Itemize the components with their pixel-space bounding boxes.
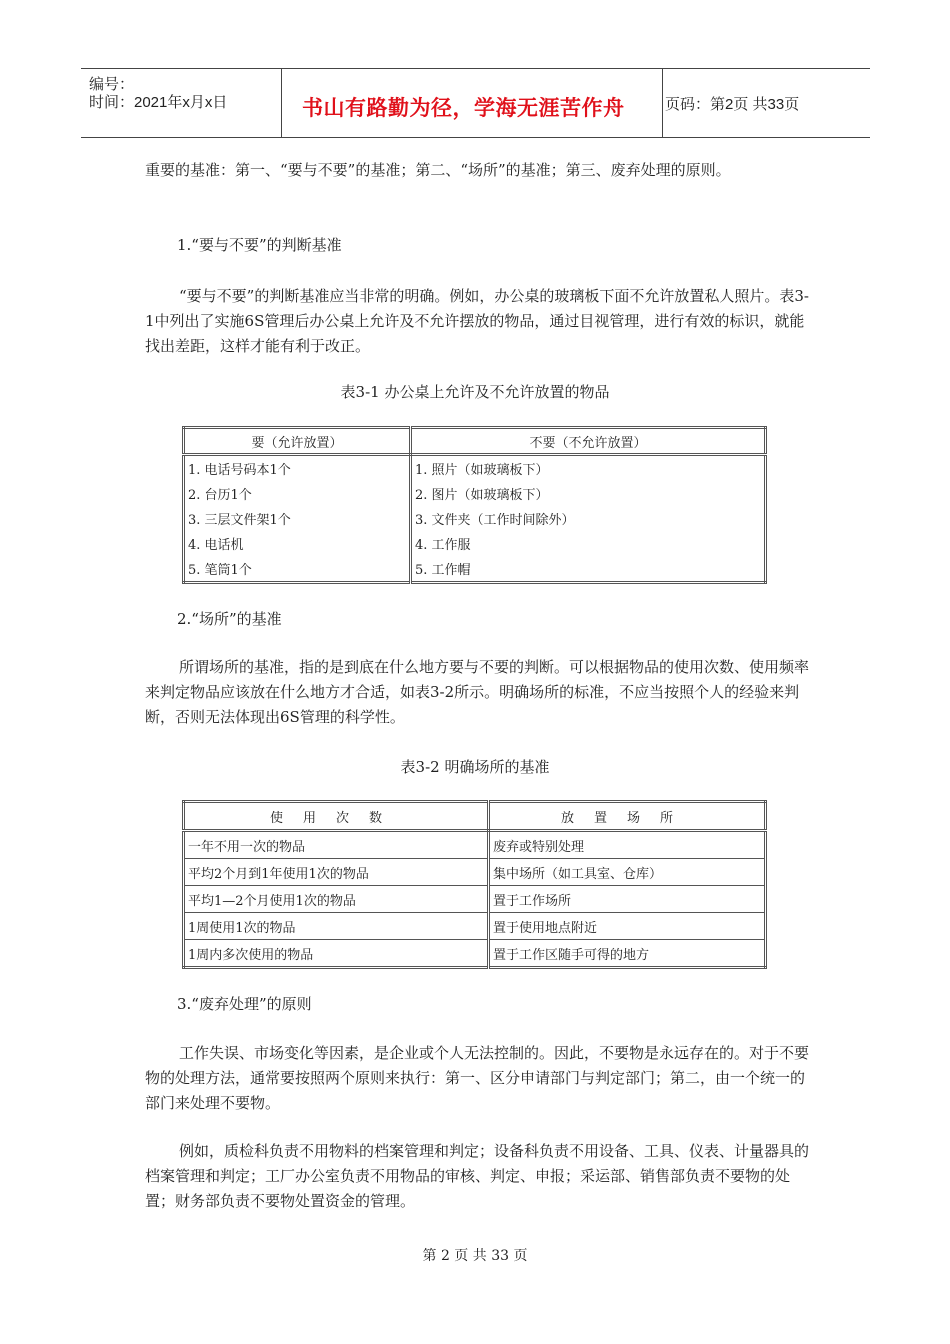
table-cell: 5. 工作帽	[415, 563, 471, 578]
paragraph-1: 重要的基准：第一、“要与不要”的基准；第二、“场所”的基准；第三、废弃处理的原则。	[145, 161, 731, 179]
table-row	[184, 831, 766, 859]
column-header-location: 放置场所	[489, 802, 766, 831]
table-cell: 1周使用1次的物品	[184, 913, 489, 940]
table-cell: 置于工作区随手可得的地方	[489, 940, 766, 968]
table-cell: 1. 电话号码本1个	[184, 455, 411, 482]
table-header-row	[184, 428, 766, 455]
table-row	[184, 531, 766, 556]
table-cell: 一年不用一次的物品	[184, 831, 489, 859]
paragraph-4: 工作失误、市场变化等因素，是企业或个人无法控制的。因此，不要物是永远存在的。对于不要物的处理方法，通常要按照两个原则来执行：第一、区分申请部门与判定部门；第二，由一个统一的部门来处理不要物。	[145, 1044, 810, 1112]
table-cell: 5. 笔筒1个	[184, 556, 411, 583]
table-cell: 2. 台历1个	[184, 481, 411, 506]
page-label: 页码：第2页 共33页	[665, 96, 800, 113]
table-row	[184, 556, 766, 583]
page-header	[81, 68, 870, 138]
table-row	[184, 859, 766, 886]
paragraph-2: “要与不要”的判断基准应当非常的明确。例如，办公桌的玻璃板下面不允许放置私人照片。表3-1中列出了实施6S管理后办公桌上允许及不允许摆放的物品，通过目视管理，进行有效的标识，就能找出差距，这样才能有利于改正。	[145, 287, 809, 355]
paragraph-5: 例如，质检科负责不用物料的档案管理和判定；设备科负责不用设备、工具、仪表、计量器具的档案管理和判定；工厂办公室负责不用物品的审核、判定、申报；采运部、销售部负责不要物的处置；财务部负责不要物处置资金的管理。	[145, 1142, 810, 1210]
header-motto-box	[281, 69, 663, 137]
table-cell: 1. 照片（如玻璃板下）	[415, 463, 549, 478]
paragraph-3: 所谓场所的基准，指的是到底在什么地方要与不要的判断。可以根据物品的使用次数、使用频率来判定物品应该放在什么地方才合适，如表3-2所示。明确场所的标准，不应当按照个人的经验来判断，否则无法体现出6S管理的科学性。	[145, 658, 810, 726]
table2-caption: 表3-2 明确场所的基准	[400, 758, 550, 776]
table-row	[184, 940, 766, 968]
table-row	[184, 506, 766, 531]
table-row	[184, 455, 766, 482]
date-label: 时间：2021年x月x日	[89, 94, 228, 111]
table-cell: 置于使用地点附近	[489, 913, 766, 940]
number-label: 编号：	[89, 76, 135, 93]
table-cell: 3. 三层文件架1个	[184, 506, 411, 531]
table1-caption: 表3-1 办公桌上允许及不允许放置的物品	[340, 383, 610, 401]
table-cell: 1周内多次使用的物品	[184, 940, 489, 968]
heading-1: 1.“要与不要”的判断基准	[177, 236, 342, 254]
heading-3: 3.“废弃处理”的原则	[177, 995, 312, 1013]
column-header-allowed: 要（允许放置）	[184, 428, 411, 455]
table-cell: 废弃或特别处理	[489, 831, 766, 859]
table-allowed-items	[182, 426, 767, 584]
table-cell: 置于工作场所	[489, 886, 766, 913]
table-row	[184, 913, 766, 940]
page-footer: 第 2 页 共 33 页	[422, 1248, 528, 1264]
table-cell: 2. 图片（如玻璃板下）	[415, 488, 549, 503]
column-header-not-allowed: 不要（不允许放置）	[411, 428, 766, 455]
table-location-criteria	[182, 800, 767, 969]
table-cell: 4. 工作服	[415, 538, 471, 553]
table-header-row	[184, 802, 766, 831]
heading-2: 2.“场所”的基准	[177, 610, 282, 628]
header-meta	[81, 69, 281, 137]
table-cell: 4. 电话机	[184, 531, 411, 556]
column-header-usage: 使用次数	[184, 802, 489, 831]
motto: 书山有路勤为径，学海无涯苦作舟	[302, 96, 625, 120]
table-row	[184, 481, 766, 506]
table-cell: 平均2个月到1年使用1次的物品	[184, 859, 489, 886]
table-cell: 3. 文件夹（工作时间除外）	[415, 513, 575, 528]
table-cell: 集中场所（如工具室、仓库）	[489, 859, 766, 886]
table-cell: 平均1—2个月使用1次的物品	[184, 886, 489, 913]
table-row	[184, 886, 766, 913]
